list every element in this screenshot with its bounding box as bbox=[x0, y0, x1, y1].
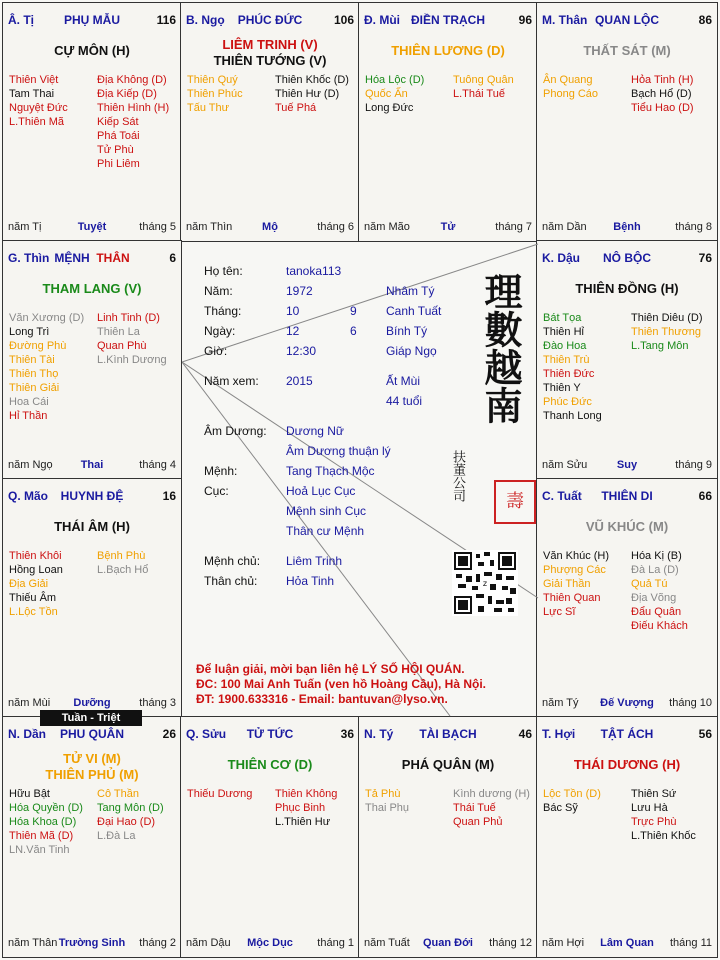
left-stars bbox=[9, 787, 83, 857]
right-stars bbox=[97, 311, 167, 367]
palace-name: PHU QUÂN bbox=[59, 727, 124, 741]
star: Quốc Ấn bbox=[365, 88, 408, 100]
star: Phượng Các bbox=[543, 564, 606, 576]
star: Văn Khúc (H) bbox=[543, 550, 610, 562]
main-star: PHÁ QUÂN (M) bbox=[401, 757, 495, 772]
palace-stage: Quan Đới bbox=[423, 937, 473, 949]
star: Thiên Mã (D) bbox=[9, 830, 74, 842]
star: Nguyệt Đức bbox=[9, 102, 68, 114]
palace-year: năm Mão bbox=[364, 221, 410, 233]
palace-branch: B. Ngọ bbox=[186, 13, 225, 27]
month-value: 10 bbox=[286, 304, 300, 318]
contact-phone-email: ĐT: 1900.633316 - Email: bantuvan@lyso.vn. bbox=[196, 692, 448, 706]
palace-header bbox=[542, 727, 712, 743]
main-star: THIÊN ĐỒNG (H) bbox=[575, 281, 679, 296]
palace-number: 86 bbox=[698, 13, 712, 27]
star: Tấu Thư bbox=[187, 102, 230, 114]
star: Thiên Việt bbox=[9, 74, 59, 86]
month-label: Tháng: bbox=[204, 304, 242, 318]
view-year-can-chi: Ất Mùi bbox=[386, 374, 421, 388]
than-position: Thân cư Mệnh bbox=[286, 524, 365, 538]
palace-footer bbox=[8, 221, 176, 235]
star: Hóa Lộc (D) bbox=[365, 74, 425, 86]
star: Kình dương (H) bbox=[453, 788, 530, 800]
palace-cell-thin[interactable] bbox=[2, 240, 182, 480]
cuc-relation: Mệnh sinh Cục bbox=[286, 504, 367, 518]
star: Lưu Hà bbox=[631, 802, 668, 814]
star: Tuế Phá bbox=[275, 102, 317, 114]
palace-footer bbox=[542, 221, 712, 235]
palace-number: 36 bbox=[340, 727, 354, 741]
palace-stage: Đế Vượng bbox=[600, 697, 654, 709]
main-star: LIÊM TRINH (V) bbox=[222, 37, 318, 52]
yinyang-label: Âm Dương: bbox=[204, 424, 267, 438]
palace-stage: Suy bbox=[616, 459, 638, 471]
star: Hóa Khoa (D) bbox=[9, 816, 77, 828]
star: Phá Toái bbox=[97, 130, 140, 142]
palace-stage: Tuyệt bbox=[77, 221, 107, 233]
star: Thiên Trù bbox=[543, 354, 590, 366]
star: Tiểu Hao (D) bbox=[631, 102, 694, 114]
horoscope-chart bbox=[2, 2, 718, 958]
qr-code[interactable] bbox=[452, 550, 518, 616]
palace-month: tháng 6 bbox=[317, 221, 354, 233]
star: Thiên Giải bbox=[9, 382, 60, 394]
palace-cell-ti[interactable] bbox=[2, 2, 182, 242]
palace-name: TÀI BẠCH bbox=[419, 727, 477, 741]
palace-footer bbox=[364, 221, 532, 235]
star: Hóa Kị (B) bbox=[631, 550, 682, 562]
palace-branch: N. Dần bbox=[8, 727, 47, 741]
palace-header bbox=[8, 489, 176, 505]
star: Kiếp Sát bbox=[97, 116, 139, 128]
year-can-chi: Nhâm Tý bbox=[386, 284, 435, 298]
palace-month: tháng 1 bbox=[317, 937, 354, 949]
palace-month: tháng 5 bbox=[139, 221, 176, 233]
palace-year: năm Tị bbox=[8, 221, 42, 233]
than-chu-label: Thân chủ: bbox=[204, 574, 258, 588]
star: Thái Tuế bbox=[453, 802, 496, 814]
star: Giải Thần bbox=[543, 578, 591, 590]
palace-stage: Lâm Quan bbox=[600, 937, 654, 949]
star: Thiên Thương bbox=[631, 326, 702, 338]
left-stars bbox=[365, 73, 424, 115]
palace-footer bbox=[186, 221, 354, 235]
star: Tam Thai bbox=[9, 88, 55, 100]
star: Bát Tọa bbox=[543, 312, 582, 324]
star: Thiên Hình (H) bbox=[97, 102, 170, 114]
right-stars bbox=[631, 311, 703, 353]
palace-header bbox=[542, 13, 712, 29]
palace-number: 26 bbox=[162, 727, 176, 741]
palace-name: TỬ TỨC bbox=[246, 727, 294, 741]
palace-name: TẬT ÁCH bbox=[600, 727, 654, 741]
palace-branch: Đ. Mùi bbox=[364, 13, 400, 27]
palace-branch: T. Hợi bbox=[542, 727, 576, 741]
star: Đường Phù bbox=[9, 340, 67, 352]
star: L.Thiên Mã bbox=[9, 116, 65, 128]
name-label: Họ tên: bbox=[204, 264, 243, 278]
day-value: 12 bbox=[286, 324, 300, 338]
palace-stage: Tử bbox=[440, 221, 456, 233]
view-year-label: Năm xem: bbox=[204, 374, 259, 388]
star: Quan Phủ bbox=[453, 816, 503, 828]
hour-can-chi: Giáp Ngọ bbox=[386, 344, 437, 358]
contact-info bbox=[196, 662, 486, 707]
palace-stage: Trường Sinh bbox=[58, 937, 126, 949]
cuc-value: Hoả Lục Cục bbox=[286, 484, 356, 498]
palace-month: tháng 3 bbox=[139, 697, 176, 709]
palace-year: năm Ngọ bbox=[8, 459, 53, 471]
star: Thiên Y bbox=[543, 382, 581, 394]
star: Linh Tinh (D) bbox=[97, 312, 160, 324]
star: Tử Phù bbox=[97, 144, 134, 156]
star: Lực Sĩ bbox=[543, 606, 576, 618]
palace-cell-dan[interactable] bbox=[2, 716, 182, 958]
palace-branch: G. Thìn bbox=[8, 251, 50, 265]
star: Thiên Khốc (D) bbox=[275, 74, 349, 86]
palace-footer bbox=[542, 459, 712, 473]
left-stars bbox=[365, 787, 409, 815]
star: Phúc Đức bbox=[543, 396, 592, 408]
palace-number: 66 bbox=[698, 489, 712, 503]
right-stars bbox=[97, 73, 169, 171]
star: Văn Xương (D) bbox=[9, 312, 85, 324]
palace-cell-ty[interactable] bbox=[358, 716, 538, 958]
name-value: tanoka113 bbox=[286, 264, 342, 278]
left-stars bbox=[543, 549, 609, 619]
palace-branch: N. Tý bbox=[364, 727, 394, 741]
palace-month: tháng 7 bbox=[495, 221, 532, 233]
palace-month: tháng 12 bbox=[489, 937, 532, 949]
palace-header bbox=[186, 727, 354, 743]
palace-stage: Mộc Dục bbox=[247, 937, 293, 949]
view-year-value: 2015 bbox=[286, 374, 313, 388]
day-can-chi: Bính Tý bbox=[386, 324, 428, 338]
palace-year: năm Hợi bbox=[542, 937, 585, 949]
right-stars bbox=[97, 787, 164, 843]
main-star: THIÊN TƯỚNG (V) bbox=[213, 53, 327, 68]
palace-footer bbox=[186, 937, 354, 951]
palace-number: 56 bbox=[698, 727, 712, 741]
left-stars bbox=[187, 787, 252, 801]
day-label: Ngày: bbox=[204, 324, 236, 338]
star: Thiên Phúc bbox=[187, 88, 243, 100]
yinyang-note: Âm Dương thuận lý bbox=[286, 444, 391, 458]
right-stars bbox=[631, 73, 694, 115]
star: Địa Giải bbox=[9, 578, 49, 590]
palace-header bbox=[8, 251, 176, 267]
star: Thiên Diêu (D) bbox=[631, 312, 703, 324]
palace-year: năm Thân bbox=[8, 937, 58, 949]
star: Thiên Khôi bbox=[9, 550, 62, 562]
star: Đào Hoa bbox=[543, 340, 587, 352]
star: Thiên Quan bbox=[543, 592, 601, 604]
age-value: 44 tuổi bbox=[386, 394, 423, 408]
right-stars bbox=[97, 549, 148, 577]
palace-number: 46 bbox=[518, 727, 532, 741]
palace-month: tháng 10 bbox=[669, 697, 712, 709]
palace-header bbox=[186, 13, 354, 29]
than-chu-value: Hỏa Tinh bbox=[286, 574, 335, 588]
star: Thiếu Âm bbox=[9, 592, 57, 604]
palace-name: PHỤ MẪU bbox=[64, 13, 120, 27]
palace-footer bbox=[542, 937, 712, 951]
star: Đẩu Quân bbox=[631, 606, 682, 618]
star: Quả Tú bbox=[631, 578, 668, 590]
tuan-triet-badge: Tuần - Triệt bbox=[40, 710, 142, 726]
palace-number: 16 bbox=[162, 489, 176, 503]
star: Quan Phù bbox=[97, 340, 147, 352]
star: Hữu Bật bbox=[9, 788, 50, 800]
palace-number: 6 bbox=[169, 251, 176, 265]
palace-cell-dau[interactable] bbox=[536, 240, 718, 480]
palace-cell-ngo[interactable] bbox=[180, 2, 360, 242]
star: Thanh Long bbox=[543, 410, 602, 422]
palace-number: 76 bbox=[698, 251, 712, 265]
main-star: VŨ KHÚC (M) bbox=[585, 519, 669, 534]
calligraphy-title: 理數越南 bbox=[478, 272, 523, 424]
main-star: THIÊN PHỦ (M) bbox=[45, 767, 139, 782]
star: Hỏa Tinh (H) bbox=[631, 74, 694, 86]
star: Đại Hao (D) bbox=[97, 816, 156, 828]
palace-name: HUYNH ĐỆ bbox=[60, 489, 124, 503]
star: Thiên Quý bbox=[187, 74, 238, 86]
star: Địa Không (D) bbox=[97, 74, 167, 86]
star: Ân Quang bbox=[543, 74, 593, 86]
than-marker: THÂN bbox=[96, 251, 130, 265]
star: Thiên Không bbox=[275, 788, 338, 800]
palace-month: tháng 9 bbox=[675, 459, 712, 471]
palace-number: 96 bbox=[518, 13, 532, 27]
star: Bác Sỹ bbox=[543, 802, 578, 814]
palace-branch: Q. Sửu bbox=[186, 727, 227, 741]
star: Thiên Hư (D) bbox=[275, 88, 340, 100]
menh-chu-label: Mệnh chủ: bbox=[204, 554, 261, 568]
right-stars bbox=[453, 787, 530, 829]
yinyang-value: Dương Nữ bbox=[286, 424, 344, 438]
palace-branch: C. Tuất bbox=[542, 489, 582, 503]
destiny-label: Mệnh: bbox=[204, 464, 238, 478]
palace-month: tháng 4 bbox=[139, 459, 176, 471]
company-side-text: 扶董公司 bbox=[450, 450, 465, 502]
main-star: THÁI ÂM (H) bbox=[54, 519, 130, 534]
star: Đà La (D) bbox=[631, 564, 679, 576]
palace-footer bbox=[8, 459, 176, 473]
menh-chu-value: Liêm Trinh bbox=[286, 554, 343, 568]
main-star: THẤT SÁT (M) bbox=[583, 43, 671, 58]
hour-value: 12:30 bbox=[286, 344, 317, 358]
palace-branch: Q. Mão bbox=[8, 489, 49, 503]
star: Tả Phù bbox=[365, 788, 401, 800]
left-stars bbox=[187, 73, 243, 115]
star: Hóa Quyền (D) bbox=[9, 802, 83, 814]
palace-header bbox=[542, 489, 712, 505]
left-stars bbox=[9, 311, 84, 423]
right-stars bbox=[631, 549, 688, 633]
palace-footer bbox=[364, 937, 532, 951]
star: Tuông Quân bbox=[453, 74, 514, 86]
star: Địa Kiếp (D) bbox=[97, 88, 157, 100]
palace-header bbox=[364, 13, 532, 29]
palace-header bbox=[542, 251, 712, 267]
palace-header bbox=[364, 727, 532, 743]
star: Phi Liêm bbox=[97, 158, 140, 170]
left-stars bbox=[543, 311, 602, 423]
palace-footer bbox=[542, 697, 712, 711]
palace-header bbox=[8, 727, 176, 743]
palace-cell-tuat[interactable] bbox=[536, 478, 718, 718]
star: L.Thiên Hư bbox=[275, 816, 331, 828]
palace-stage: Bệnh bbox=[613, 221, 641, 233]
palace-name: NÔ BỘC bbox=[603, 251, 651, 265]
palace-month: tháng 2 bbox=[139, 937, 176, 949]
star: Điếu Khách bbox=[631, 620, 688, 632]
star: L.Tang Môn bbox=[631, 340, 689, 352]
palace-year: năm Tuất bbox=[364, 937, 410, 949]
star: Thiên Tài bbox=[9, 354, 55, 366]
star: Trực Phù bbox=[631, 816, 677, 828]
main-star: THIÊN LƯƠNG (D) bbox=[391, 43, 505, 58]
star: Lộc Tồn (D) bbox=[543, 788, 601, 800]
left-stars bbox=[9, 549, 63, 619]
star: Thiên Đức bbox=[543, 368, 595, 380]
palace-number: 116 bbox=[156, 13, 176, 27]
left-stars bbox=[543, 787, 601, 815]
main-star: THIÊN CƠ (D) bbox=[227, 757, 313, 772]
palace-year: năm Thìn bbox=[186, 221, 233, 233]
palace-cell-mao[interactable] bbox=[2, 478, 182, 718]
star: L.Kình Dương bbox=[97, 354, 167, 366]
center-info-panel bbox=[182, 242, 540, 718]
hour-label: Giờ: bbox=[204, 344, 228, 358]
left-stars bbox=[9, 73, 68, 129]
star: Địa Võng bbox=[631, 592, 677, 604]
palace-number: 106 bbox=[333, 13, 354, 27]
star: Bệnh Phù bbox=[97, 550, 146, 562]
destiny-value: Tang Thạch Mộc bbox=[286, 464, 375, 478]
palace-cell-mui[interactable] bbox=[358, 2, 538, 242]
star: Hoa Cái bbox=[9, 396, 49, 408]
palace-month: tháng 8 bbox=[675, 221, 712, 233]
palace-name: QUAN LỘC bbox=[595, 13, 659, 27]
star: Hỉ Thần bbox=[9, 410, 48, 422]
palace-year: năm Tý bbox=[542, 697, 579, 709]
star: Hồng Loan bbox=[9, 564, 63, 576]
contact-line-1: Để luận giải, mời bạn liên hệ LÝ SỐ HỘI QUÁN. bbox=[196, 662, 465, 676]
palace-footer bbox=[8, 937, 176, 951]
day-lunar: 6 bbox=[350, 324, 357, 338]
star: Thiếu Dương bbox=[187, 788, 253, 800]
star: Long Đức bbox=[365, 102, 414, 114]
right-stars bbox=[275, 73, 349, 115]
palace-year: năm Dần bbox=[542, 221, 587, 233]
star: L.Thiên Khốc bbox=[631, 830, 696, 842]
palace-header bbox=[8, 13, 176, 29]
year-value: 1972 bbox=[286, 284, 313, 298]
palace-stage: Dưỡng bbox=[73, 697, 111, 709]
star: Long Trì bbox=[9, 326, 50, 338]
right-stars bbox=[631, 787, 696, 843]
left-stars bbox=[543, 73, 598, 101]
star: L.Bạch Hổ bbox=[97, 564, 149, 576]
star: L.Đà La bbox=[97, 830, 136, 842]
right-stars bbox=[453, 73, 514, 101]
star: Thiên Hỉ bbox=[543, 326, 584, 338]
star: Phục Binh bbox=[275, 802, 326, 814]
year-label: Năm: bbox=[204, 284, 233, 298]
palace-cell-hoi[interactable] bbox=[536, 716, 718, 958]
palace-cell-suu[interactable] bbox=[180, 716, 360, 958]
month-lunar: 9 bbox=[350, 304, 357, 318]
star: Thiên Thọ bbox=[9, 368, 59, 380]
palace-stage: Mộ bbox=[262, 221, 278, 233]
palace-month: tháng 11 bbox=[669, 937, 712, 949]
cuc-label: Cục: bbox=[204, 484, 229, 498]
palace-year: năm Mùi bbox=[8, 697, 51, 709]
palace-branch: Â. Tị bbox=[8, 13, 34, 27]
main-star: TỬ VI (M) bbox=[63, 751, 121, 766]
star: LN.Văn Tinh bbox=[9, 844, 70, 856]
star: L.Thái Tuế bbox=[453, 88, 505, 100]
palace-branch: K. Dậu bbox=[542, 251, 581, 265]
main-star: THAM LANG (V) bbox=[42, 281, 142, 296]
palace-stage: Thai bbox=[80, 459, 104, 471]
main-star: THÁI DƯƠNG (H) bbox=[573, 757, 681, 772]
star: Cô Thần bbox=[97, 788, 139, 800]
palace-footer bbox=[8, 697, 176, 711]
palace-branch: M. Thân bbox=[542, 13, 588, 27]
star: Phong Cáo bbox=[543, 88, 599, 100]
palace-year: năm Dậu bbox=[186, 937, 231, 949]
star: L.Lộc Tồn bbox=[9, 606, 58, 618]
star: Thai Phụ bbox=[365, 802, 410, 814]
palace-name: ĐIỀN TRẠCH bbox=[411, 13, 485, 27]
palace-year: năm Sửu bbox=[542, 459, 588, 471]
palace-name: MỆNH THÂN bbox=[54, 251, 130, 265]
palace-name: THIÊN DI bbox=[601, 489, 653, 503]
star: Tang Môn (D) bbox=[97, 802, 164, 814]
palace-name: PHÚC ĐỨC bbox=[237, 13, 303, 27]
star: Bạch Hổ (D) bbox=[631, 88, 692, 100]
month-can-chi: Canh Tuất bbox=[386, 304, 442, 318]
main-star: CỰ MÔN (H) bbox=[54, 43, 130, 58]
contact-address: ĐC: 100 Mai Anh Tuấn (ven hồ Hoàng Cầu), Hà Nội. bbox=[196, 677, 487, 691]
star: Thiên Sứ bbox=[631, 788, 677, 800]
svg-text:z: z bbox=[482, 579, 488, 588]
red-seal: 壽 bbox=[494, 480, 536, 524]
star: Thiên La bbox=[97, 326, 140, 338]
palace-cell-than[interactable] bbox=[536, 2, 718, 242]
right-stars bbox=[275, 787, 337, 829]
